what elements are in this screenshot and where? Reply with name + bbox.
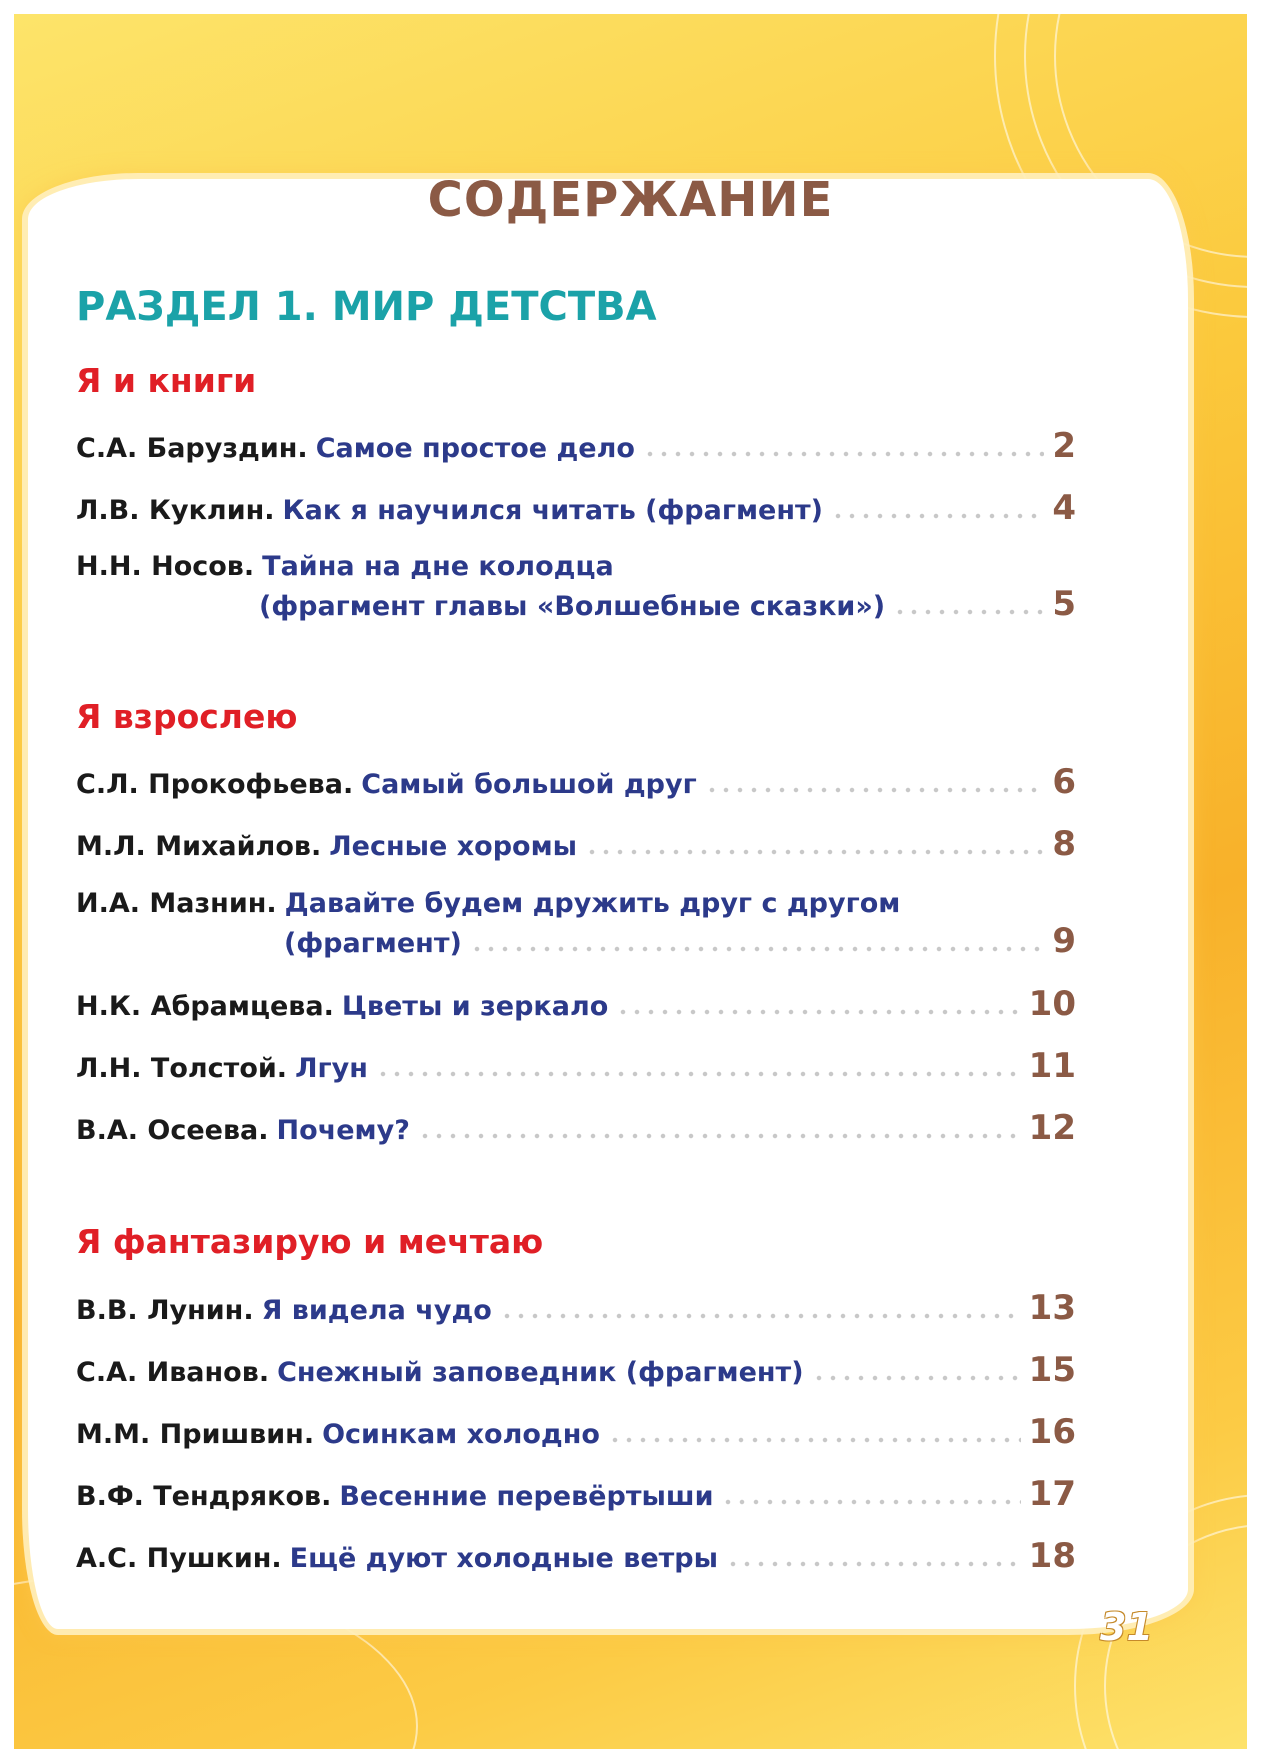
toc-entry[interactable]	[76, 1408, 1076, 1452]
entry-author: В.Ф. Тендряков.	[76, 1481, 332, 1512]
entry-page: 9	[1052, 921, 1076, 961]
entry-title: Снежный заповедник (фрагмент)	[277, 1357, 804, 1388]
entry-title: Цветы и зеркало	[341, 991, 609, 1022]
entry-title: Ещё дуют холодные ветры	[289, 1543, 719, 1574]
toc-entry[interactable]	[76, 875, 1076, 919]
dot-leader	[616, 1009, 1020, 1015]
entry-page: 12	[1028, 1108, 1076, 1148]
entry-title-continuation: (фрагмент главы «Волшебные сказки»)	[259, 591, 886, 622]
entry-title-continuation: (фрагмент)	[284, 928, 462, 959]
toc-entry-continuation[interactable]	[76, 580, 1076, 624]
dot-leader	[376, 1071, 1021, 1077]
section-title: РАЗДЕЛ 1. МИР ДЕТСТВА	[76, 284, 657, 330]
toc-entry[interactable]	[76, 758, 1076, 802]
entry-title: Самое простое дело	[315, 433, 635, 464]
entry-page: 15	[1028, 1350, 1076, 1390]
page-title: СОДЕРЖАНИЕ	[427, 172, 834, 228]
toc-entry[interactable]	[76, 1104, 1076, 1148]
page-number: 31	[1100, 1605, 1153, 1649]
entry-title: Лесные хоромы	[329, 831, 578, 862]
toc-entry[interactable]	[76, 1470, 1076, 1514]
toc-entry[interactable]	[76, 820, 1076, 864]
entry-author: Н.К. Абрамцева.	[76, 991, 334, 1022]
entry-page: 11	[1028, 1046, 1076, 1086]
toc-entry[interactable]	[76, 484, 1076, 528]
dot-leader	[470, 946, 1045, 952]
dot-leader	[812, 1375, 1021, 1381]
entry-page: 8	[1052, 824, 1076, 864]
subsection-title: Я и книги	[76, 361, 257, 400]
entry-page: 16	[1028, 1412, 1076, 1452]
entry-author: В.А. Осеева.	[76, 1115, 269, 1146]
toc-entry[interactable]	[76, 1284, 1076, 1328]
toc-entry[interactable]	[76, 538, 1076, 582]
entry-author: С.Л. Прокофьева.	[76, 769, 354, 800]
toc-entry[interactable]	[76, 1042, 1076, 1086]
entry-title: Осинкам холодно	[322, 1419, 600, 1450]
entry-title: Тайна на дне колодца	[262, 551, 614, 582]
entry-title: Я видела чудо	[261, 1295, 492, 1326]
dot-leader	[893, 609, 1044, 615]
subsection-title: Я фантазирую и мечтаю	[76, 1222, 544, 1261]
entry-author: Н.Н. Носов.	[76, 551, 255, 582]
entry-title: Лгун	[295, 1053, 368, 1084]
entry-title: Самый большой друг	[361, 769, 697, 800]
dot-leader	[418, 1133, 1021, 1139]
dot-leader	[705, 787, 1045, 793]
entry-title: Как я научился читать (фрагмент)	[282, 495, 823, 526]
entry-author: М.М. Пришвин.	[76, 1419, 315, 1450]
entry-page: 6	[1052, 762, 1076, 802]
toc-entry[interactable]	[76, 1532, 1076, 1576]
entry-author: М.Л. Михайлов.	[76, 831, 322, 862]
entry-page: 2	[1052, 426, 1076, 466]
entry-page: 10	[1028, 984, 1076, 1024]
entry-page: 13	[1028, 1288, 1076, 1328]
dot-leader	[500, 1313, 1021, 1319]
entry-page: 5	[1052, 584, 1076, 624]
toc-entry[interactable]	[76, 1346, 1076, 1390]
entry-page: 4	[1052, 488, 1076, 528]
entry-page: 17	[1028, 1474, 1076, 1514]
toc-entry[interactable]	[76, 980, 1076, 1024]
entry-author: В.В. Лунин.	[76, 1295, 254, 1326]
dot-leader	[643, 451, 1044, 457]
entry-title: Давайте будем дружить друг с другом	[284, 888, 901, 919]
entry-author: Л.В. Куклин.	[76, 495, 275, 526]
entry-title: Почему?	[276, 1115, 410, 1146]
dot-leader	[721, 1499, 1020, 1505]
subsection-title: Я взрослею	[76, 697, 298, 736]
dot-leader	[726, 1561, 1021, 1567]
entry-author: С.А. Баруздин.	[76, 433, 308, 464]
entry-author: Л.Н. Толстой.	[76, 1053, 288, 1084]
entry-author: С.А. Иванов.	[76, 1357, 270, 1388]
entry-page: 18	[1028, 1536, 1076, 1576]
entry-author: А.С. Пушкин.	[76, 1543, 282, 1574]
entry-author: И.А. Мазнин.	[76, 888, 277, 919]
toc-entry[interactable]	[76, 422, 1076, 466]
toc-entry-continuation[interactable]	[76, 917, 1076, 961]
entry-title: Весенние перевёртыши	[339, 1481, 714, 1512]
dot-leader	[608, 1437, 1021, 1443]
dot-leader	[585, 849, 1044, 855]
dot-leader	[831, 513, 1044, 519]
